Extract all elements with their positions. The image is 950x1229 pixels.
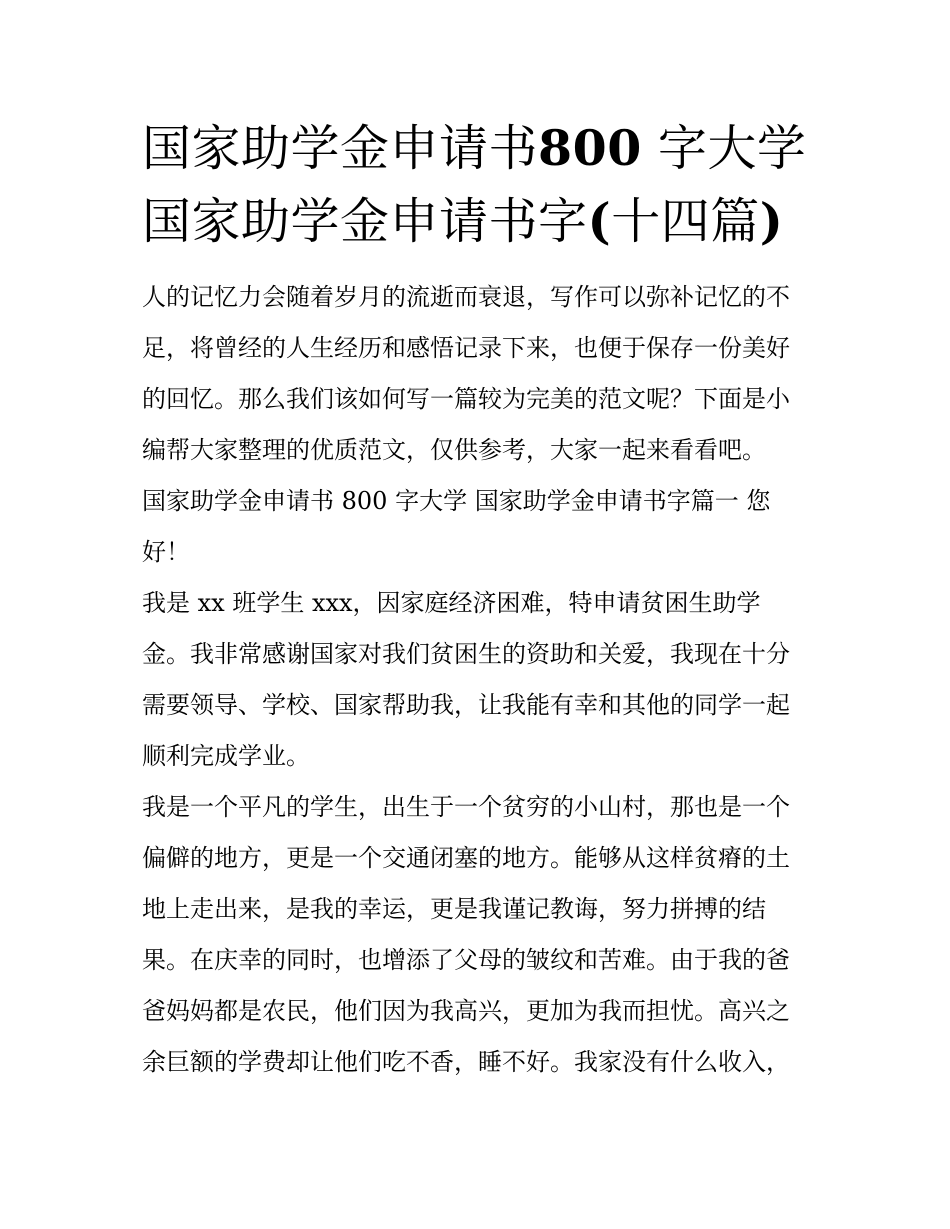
text-line: 果。在庆幸的同时，也增添了父母的皱纹和苦难。由于我的爸	[142, 946, 790, 974]
section-heading-line: 国家助学金申请书 800 字大学 国家助学金申请书字篇一 您	[142, 487, 771, 515]
text-line: 足，将曾经的人生经历和感悟记录下来，也便于保存一份美好	[142, 334, 790, 362]
text-line: 爸妈妈都是农民，他们因为我高兴，更加为我而担忧。高兴之	[142, 997, 790, 1025]
document-body	[142, 112, 822, 1088]
text-line: 我是 xx 班学生 xxx，因家庭经济困难，特申请贫困生助学	[142, 589, 761, 617]
text-line: 需要领导、学校、国家帮助我，让我能有幸和其他的同学一起	[142, 691, 790, 719]
text-line: 人的记忆力会随着岁月的流逝而衰退，写作可以弥补记忆的不	[142, 283, 790, 311]
document-title	[142, 112, 822, 258]
greeting-line: 好！	[142, 538, 190, 566]
title-line-2: 国家助学金申请书字(十四篇)	[142, 192, 784, 250]
text-line: 地上走出来，是我的幸运，更是我谨记教诲，努力拼搏的结	[142, 895, 766, 923]
text-line: 顺利完成学业。	[142, 742, 310, 770]
text-line: 余巨额的学费却让他们吃不香，睡不好。我家没有什么收入，	[142, 1048, 790, 1076]
text-line: 的回忆。那么我们该如何写一篇较为完美的范文呢？下面是小	[142, 385, 790, 413]
text-line: 偏僻的地方，更是一个交通闭塞的地方。能够从这样贫瘠的土	[142, 844, 790, 872]
text-line: 金。我非常感谢国家对我们贫困生的资助和关爱，我现在十分	[142, 640, 790, 668]
text-line: 编帮大家整理的优质范文，仅供参考，大家一起来看看吧。	[142, 436, 766, 464]
title-line-1: 国家助学金申请书800 字大学	[142, 119, 807, 177]
text-line: 我是一个平凡的学生，出生于一个贫穷的小山村，那也是一个	[142, 793, 790, 821]
